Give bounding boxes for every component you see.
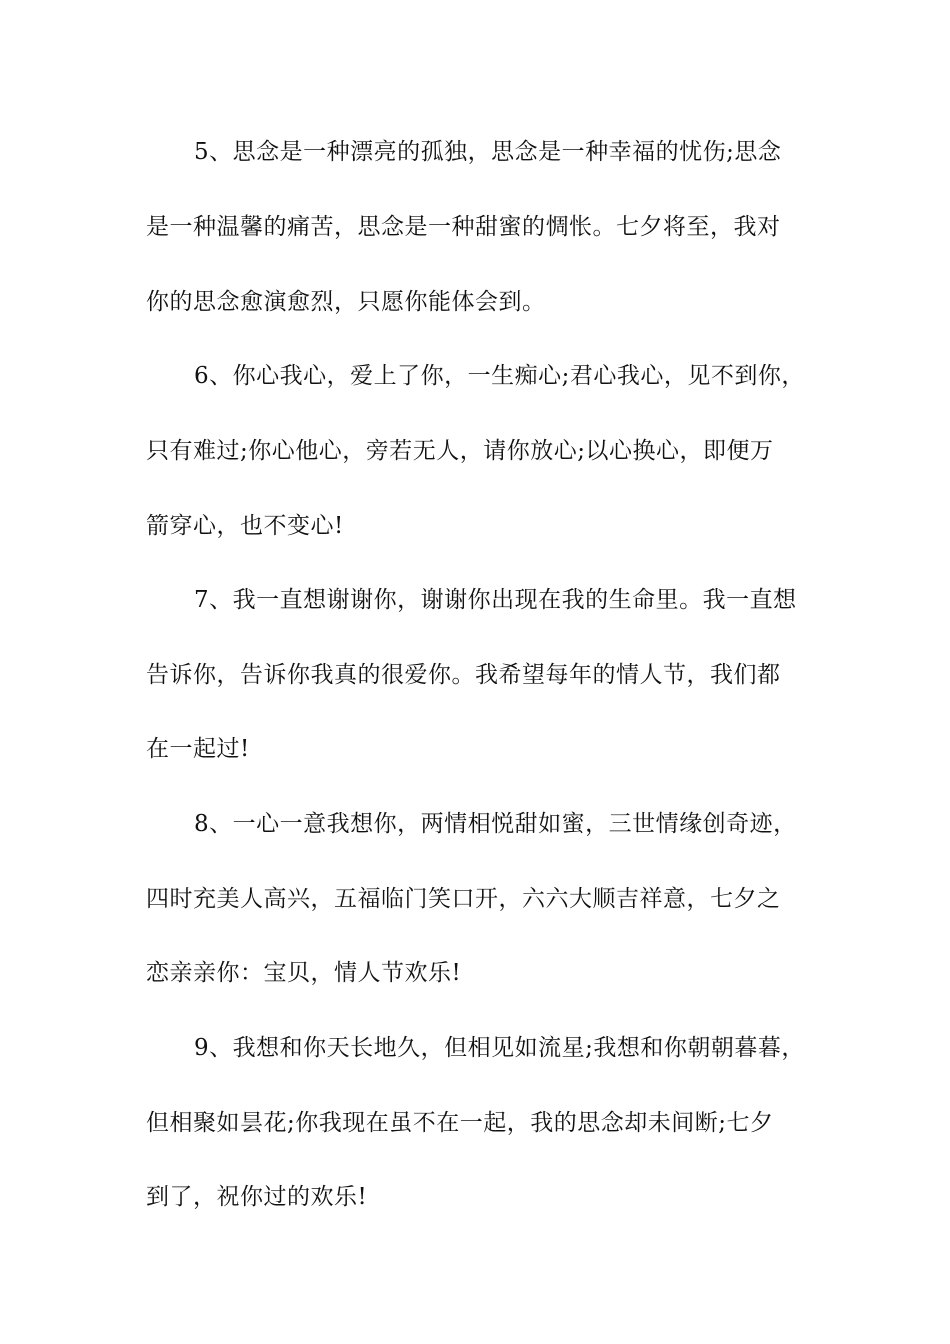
paragraph-5-line-2: 是一种温馨的痛苦，思念是一种甜蜜的惆怅。七夕将至，我对 [146,214,781,240]
paragraph-8-line-2: 四时充美人高兴，五福临门笑口开，六六大顺吉祥意，七夕之 [146,886,781,912]
paragraph-9-line-3: 到了，祝你过的欢乐! [146,1184,368,1210]
paragraph-9-line-1: 9、我想和你天长地久，但相见如流星;我想和你朝朝暮暮， [194,1035,805,1061]
paragraph-8-line-1: 8、一心一意我想你，两情相悦甜如蜜，三世情缘创奇迹， [194,811,797,837]
paragraph-7-line-3: 在一起过! [146,736,250,762]
paragraph-8-line-3: 恋亲亲你：宝贝，情人节欢乐! [146,960,462,986]
paragraph-7-line-1: 7、我一直想谢谢你，谢谢你出现在我的生命里。我一直想 [194,587,797,613]
paragraph-7-line-2: 告诉你，告诉你我真的很爱你。我希望每年的情人节，我们都 [146,662,781,688]
paragraph-6-line-3: 箭穿心，也不变心! [146,513,344,539]
paragraph-5-line-3: 你的思念愈演愈烈，只愿你能体会到。 [146,289,546,315]
paragraph-5-line-1: 5、思念是一种漂亮的孤独，思念是一种幸福的忧伤;思念 [194,139,782,165]
paragraph-6-line-1: 6、你心我心，爱上了你，一生痴心;君心我心，见不到你， [194,363,805,389]
paragraph-6-line-2: 只有难过;你心他心，旁若无人，请你放心;以心换心，即便万 [146,438,774,464]
paragraph-9-line-2: 但相聚如昙花;你我现在虽不在一起，我的思念却未间断;七夕 [146,1110,774,1136]
